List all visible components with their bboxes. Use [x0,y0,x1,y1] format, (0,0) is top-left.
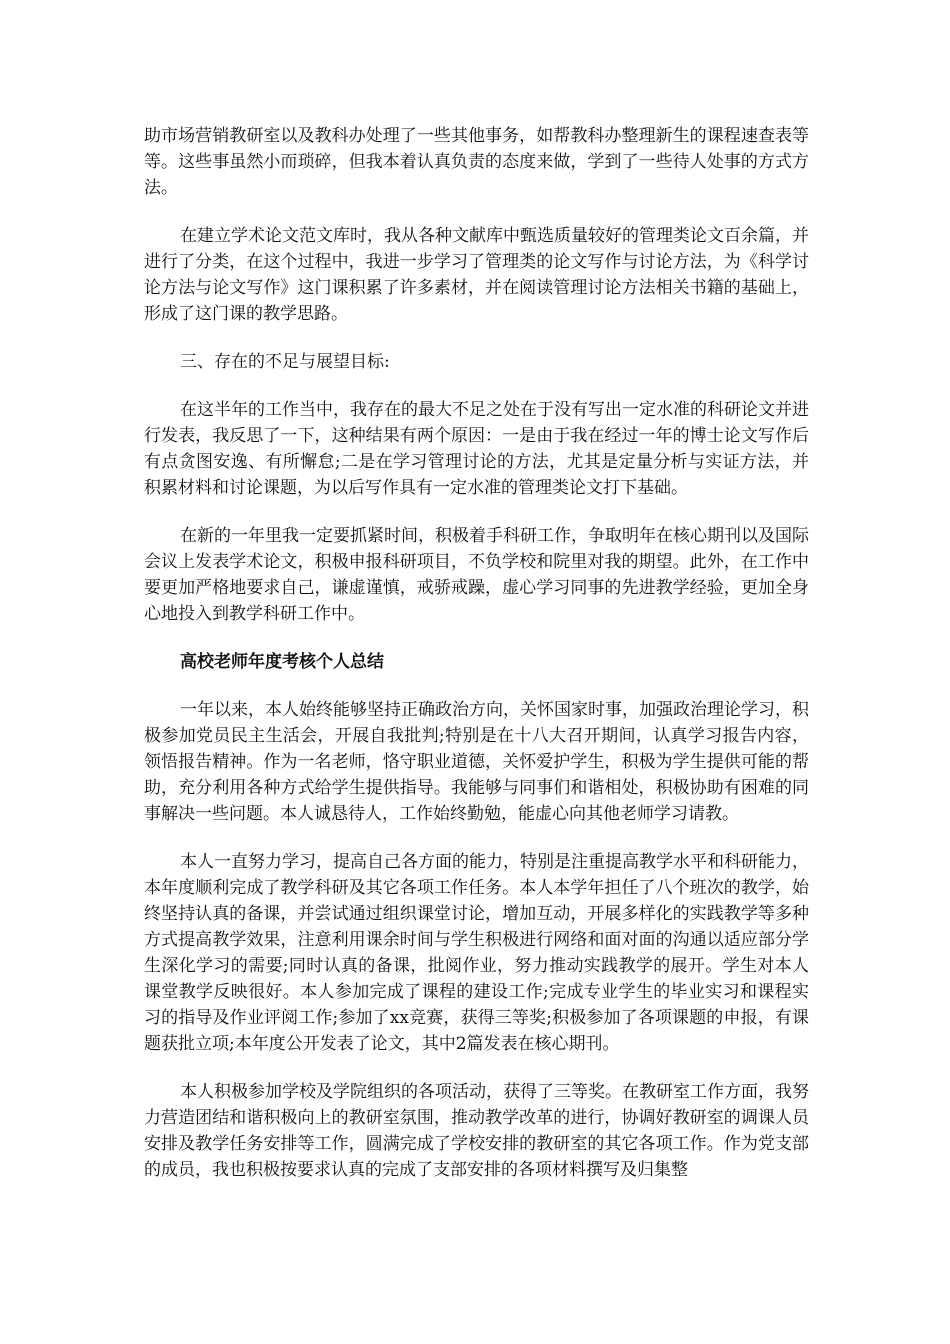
paragraph-goals: 在新的一年里我一定要抓紧时间，积极着手科研工作，争取明年在核心期刊以及国际会议上发表学术论文，积极申报科研项目，不负学校和院里对我的期望。此外，在工作中要更加严格地要求自己，谦虚谨慎，戒骄戒躁，虚心学习同事的先进教学经验，更加全身心地投入到教学科研工作中。 [144,526,809,624]
paragraph-politics: 一年以来，本人始终能够坚持正确政治方向，关怀国家时事，加强政治理论学习，积极参加党员民主生活会，开展自我批判;特别是在十八大召开期间，认真学习报告内容，领悟报告精神。作为一名老师，恪守职业道德，关怀爱护学生，积极为学生提供可能的帮助，充分利用各种方式给学生提供指导。我能够与同事们和谐相处，积极协助有困难的同事解决一些问题。本人诚恳待人，工作始终勤勉，能虚心向其他老师学习请教。 [144,700,809,824]
paragraph-continuation: 助市场营销教研室以及教科办处理了一些其他事务，如帮教科办整理新生的课程速查表等等。这些事虽然小而琐碎，但我本着认真负责的态度来做，学到了一些待人处事的方式方法。 [144,126,809,198]
paragraph-paper-library: 在建立学术论文范文库时，我从各种文献库中甄选质量较好的管理类论文百余篇，并进行了分类，在这个过程中，我进一步学习了管理类的论文写作与讨论方法，为《科学讨论方法与论文写作》这门课积累了许多素材，并在阅读管理讨论方法相关书籍的基础上，形成了这门课的教学思路。 [144,226,809,324]
document-page [144,123,809,1205]
document-title: 高校老师年度考核个人总结 [180,652,384,672]
paragraph-activities: 本人积极参加学校及学院组织的各项活动，获得了三等奖。在教研室工作方面，我努力营造团结和谐积极向上的教研室氛围，推动教学改革的进行，协调好教研室的调课人员安排及教学任务安排等工作，圆满完成了学校安排的教研室的其它各项工作。作为党支部的成员，我也积极按要求认真的完成了支部安排的各项材料撰写及归集整 [144,1082,809,1180]
paragraph-teaching: 本人一直努力学习，提高自己各方面的能力，特别是注重提高教学水平和科研能力，本年度顺利完成了教学科研及其它各项工作任务。本人本学年担任了八个班次的教学，始终坚持认真的备课，并尝试通过组织课堂讨论，增加互动，开展多样化的实践教学等多种方式提高教学效果，注意利用课余时间与学生积极进行网络和面对面的沟通以适应部分学生深化学习的需要;同时认真的备课，批阅作业，努力推动实践教学的展开。学生对本人课堂教学反映很好。本人参加完成了课程的建设工作;完成专业学生的毕业实习和课程实习的指导及作业评阅工作;参加了xx竞赛，获得三等奖;积极参加了各项课题的申报，有课题获批立项;本年度公开发表了论文，其中2篇发表在核心期刊。 [144,852,809,1054]
paragraph-shortcomings: 在这半年的工作当中，我存在的最大不足之处在于没有写出一定水准的科研论文并进行发表，我反思了一下，这种结果有两个原因：一是由于我在经过一年的博士论文写作后有点贪图安逸、有所懈怠;二是在学习管理讨论的方法，尤其是定量分析与实证方法，并积累材料和讨论课题，为以后写作具有一定水准的管理类论文打下基础。 [144,400,809,498]
section-heading-shortcomings: 三、存在的不足与展望目标: [180,352,390,372]
